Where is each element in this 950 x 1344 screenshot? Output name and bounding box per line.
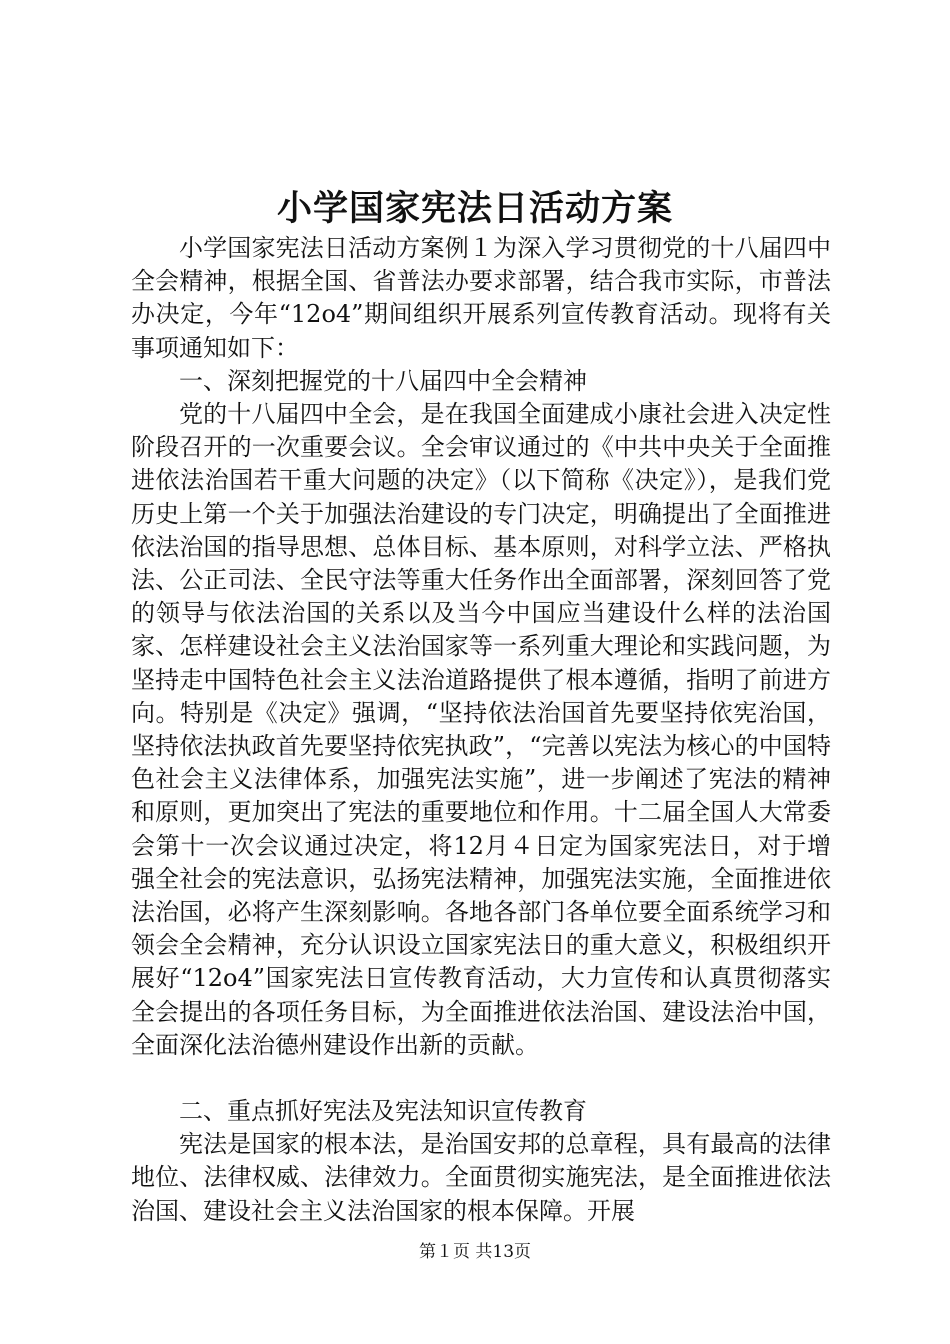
section-heading-1: 一、深刻把握党的十八届四中全会精神 xyxy=(179,366,587,395)
document-body xyxy=(131,232,831,1228)
document-title: 小学国家宪法日活动方案 xyxy=(276,188,673,229)
section-heading-2: 二、重点抓好宪法及宪法知识宣传教育 xyxy=(179,1097,587,1126)
paragraph-gap xyxy=(131,1062,831,1095)
page-footer: 第１页 共13页 xyxy=(418,1242,532,1262)
intro-paragraph: 小学国家宪法日活动方案例１为深入学习贯彻党的十八届四中全会精神，根据全国、省普法办要求部署，结合我市实际，市普法办决定，今年“12o4”期间组织开展系列宣传教育活动。现将有关事项通知如下： xyxy=(131,234,831,362)
section-2-paragraph: 宪法是国家的根本法，是治国安邦的总章程，具有最高的法律地位、法律权威、法律效力。全面贯彻实施宪法，是全面推进依法治国、建设社会主义法治国家的根本保障。开展 xyxy=(131,1130,831,1225)
section-1-paragraph: 党的十八届四中全会，是在我国全面建成小康社会进入决定性阶段召开的一次重要会议。全会审议通过的《中共中央关于全面推进依法治国若干重大问题的决定》（以下简称《决定》），是我们党历史上第一个关于加强法治建设的专门决定，明确提出了全面推进依法治国的指导思想、总体目标、基本原则，对科学立法、严格执法、公正司法、全民守法等重大任务作出全面部署，深刻回答了党的领导与依法治国的关系以及当今中国应当建设什么样的法治国家、怎样建设社会主义法治国家等一系列重大理论和实践问题，为坚持走中国特色社会主义法治道路提供了根本遵循，指明了前进方向。特别是《决定》强调，“坚持依法治国首先要坚持依宪治国，坚持依法执政首先要坚持依宪执政”，“完善以宪法为核心的中国特色社会主义法律体系，加强宪法实施”，进一步阐述了宪法的精神和原则，更加突出了宪法的重要地位和作用。十二届全国人大常委会第十一次会议通过决定，将12月４日定为国家宪法日，对于增强全社会的宪法意识，弘扬宪法精神，加强宪法实施，全面推进依法治国，必将产生深刻影响。各地各部门各单位要全面系统学习和领会全会精神，充分认识设立国家宪法日的重大意义，积极组织开展好“12o4”国家宪法日宣传教育活动，大力宣传和认真贯彻落实全会提出的各项任务目标，为全面推进依法治国、建设法治中国，全面深化法治德州建设作出新的贡献。 xyxy=(131,400,831,1059)
